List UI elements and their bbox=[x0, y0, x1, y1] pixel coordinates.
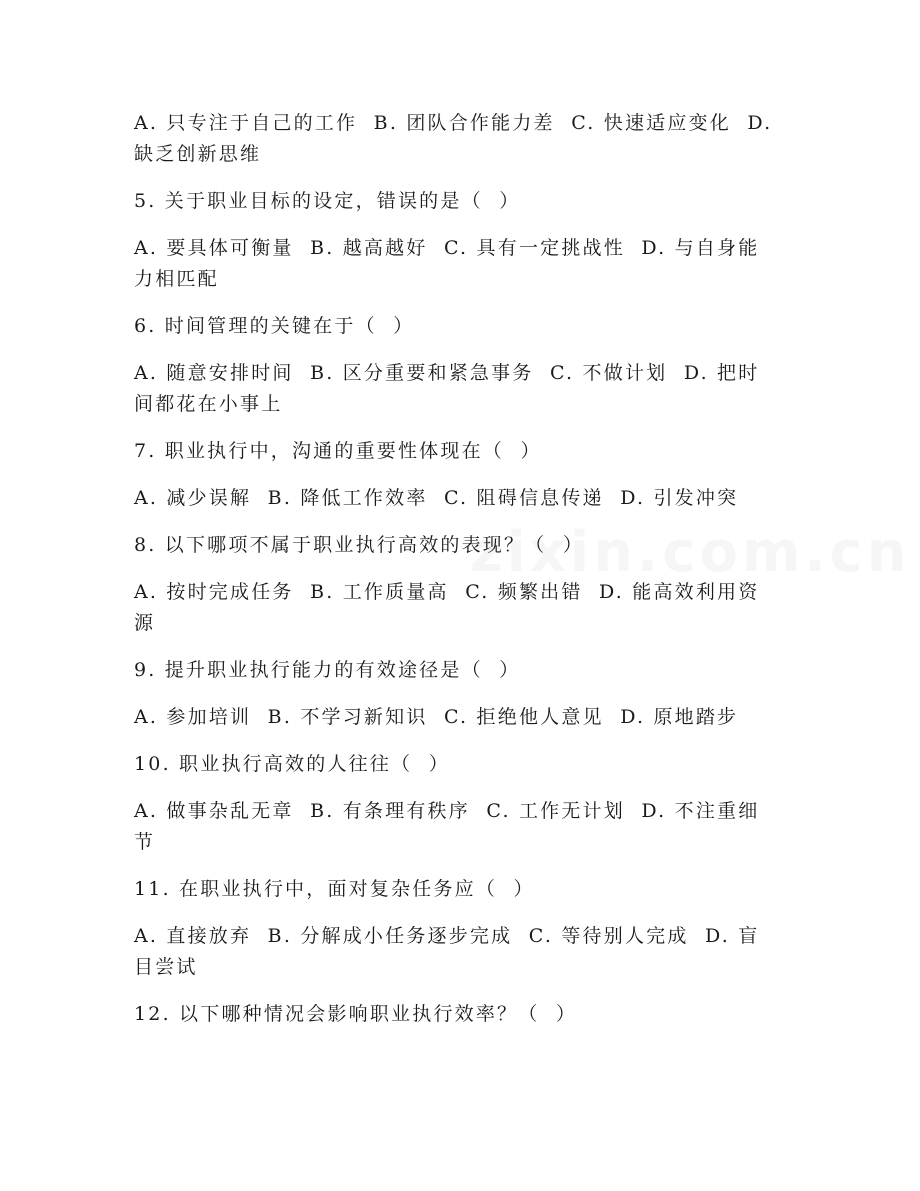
options-q10: A. 做事杂乱无章 B. 有条理有秩序 C. 工作无计划 D. 不注重细节 bbox=[134, 800, 760, 853]
question-9: 9. 提升职业执行能力的有效途径是（ ） bbox=[134, 659, 521, 681]
options-q5: A. 要具体可衡量 B. 越高越好 C. 具有一定挑战性 D. 与自身能力相匹配 bbox=[134, 237, 760, 290]
question-list bbox=[134, 108, 781, 1046]
watermark: zixin.com.cn bbox=[470, 520, 911, 585]
options-q8: A. 按时完成任务 B. 工作质量高 C. 频繁出错 D. 能高效利用资源 bbox=[134, 581, 760, 634]
question-6: 6. 时间管理的关键在于（ ） bbox=[134, 315, 415, 337]
options-q11: A. 直接放弃 B. 分解成小任务逐步完成 C. 等待别人完成 D. 盲目尝试 bbox=[134, 925, 760, 978]
question-10: 10. 职业执行高效的人往往（ ） bbox=[134, 753, 450, 775]
question-5: 5. 关于职业目标的设定，错误的是（ ） bbox=[134, 190, 521, 212]
question-7: 7. 职业执行中，沟通的重要性体现在（ ） bbox=[134, 440, 542, 462]
options-q7: A. 减少误解 B. 降低工作效率 C. 阻碍信息传递 D. 引发冲突 bbox=[134, 487, 739, 509]
options-q6: A. 随意安排时间 B. 区分重要和紧急事务 C. 不做计划 D. 把时间都花在小事上 bbox=[134, 362, 760, 415]
options-q9: A. 参加培训 B. 不学习新知识 C. 拒绝他人意见 D. 原地踏步 bbox=[134, 706, 739, 728]
question-8: 8. 以下哪项不属于职业执行高效的表现？（ ） bbox=[134, 534, 585, 556]
question-12: 12. 以下哪种情况会影响职业执行效率？（ ） bbox=[134, 1003, 578, 1025]
options-q4: A. 只专注于自己的工作 B. 团队合作能力差 C. 快速适应变化 D. 缺乏创新思维 bbox=[134, 112, 781, 165]
question-11: 11. 在职业执行中，面对复杂任务应（ ） bbox=[134, 878, 535, 900]
